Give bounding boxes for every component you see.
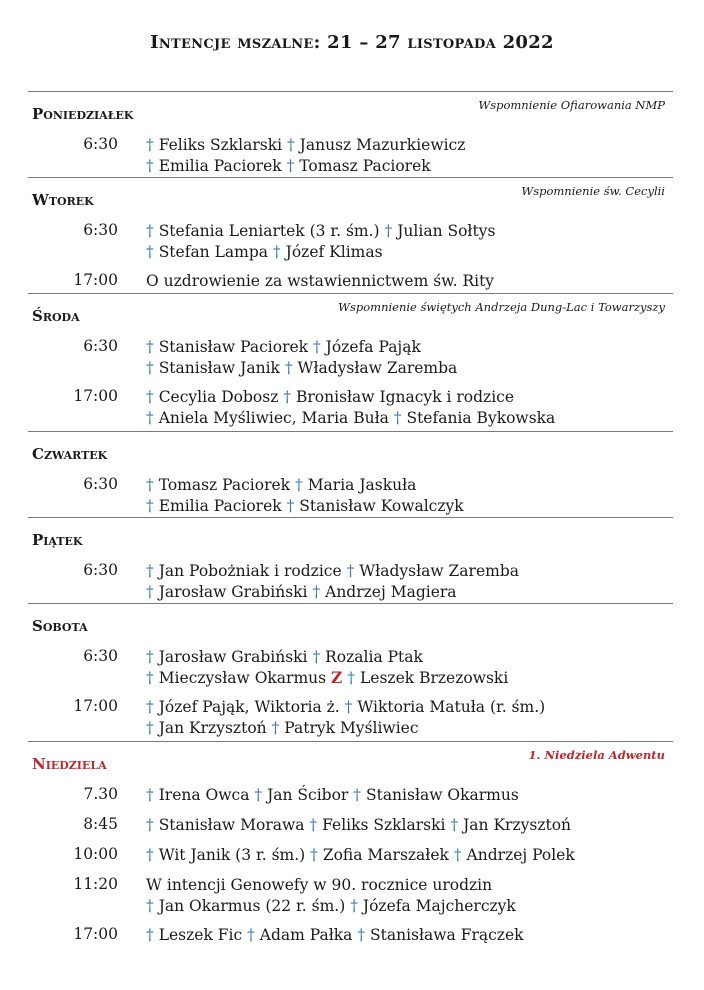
intention-line <box>146 135 465 156</box>
day-section <box>28 741 673 944</box>
mass-intentions <box>146 785 519 806</box>
cross-icon: † <box>286 136 300 154</box>
intention-name: Feliks Szklarski <box>158 136 287 154</box>
day-heading: Niedziela <box>32 755 107 773</box>
cross-icon: † <box>350 896 363 915</box>
intention-name: Stanisław Paciorek <box>158 338 313 356</box>
cross-icon: † <box>272 242 286 261</box>
intention-name: Feliks Szklarski <box>322 816 451 834</box>
intention-line <box>146 925 524 946</box>
intention-name: Leszek Fic <box>158 926 248 944</box>
intention-line <box>146 271 494 292</box>
cross-icon: † <box>146 668 159 687</box>
cross-icon: † <box>295 476 308 494</box>
intention-name: Jan Pobożniak i rodzice <box>158 562 347 580</box>
intention-name: Stefania Leniartek (3 r. śm.) <box>158 222 385 240</box>
mass-intentions <box>146 845 575 866</box>
page-title: Intencje mszalne: 21 – 27 listopada 2022 <box>150 32 554 53</box>
cross-icon: † <box>146 222 159 240</box>
mass-time: 6:30 <box>83 561 118 579</box>
intention-name: Wit Janik (3 r. śm.) <box>158 846 311 864</box>
cross-icon: † <box>357 926 371 944</box>
intention-line <box>146 156 465 177</box>
intention-name: Stefania Bykowska <box>406 408 556 427</box>
intention-line <box>146 815 571 836</box>
cross-icon: † <box>146 496 159 515</box>
intention-name: Mieczysław Okarmus <box>158 668 332 687</box>
mass-time: 17:00 <box>73 387 118 405</box>
cross-icon: † <box>312 338 326 356</box>
intention-line <box>146 718 545 739</box>
intention-name: Leszek Brzezowski <box>359 668 509 687</box>
intention-name: Józefa Majcherczyk <box>362 896 516 915</box>
intention-name: Wiktoria Matuła (r. śm.) <box>357 698 546 716</box>
intention-name: Stanisława Frączek <box>370 926 524 944</box>
cross-icon: † <box>384 222 398 240</box>
day-section <box>28 603 673 737</box>
intention-line <box>146 337 457 358</box>
cross-icon: † <box>271 718 285 737</box>
cross-icon: † <box>146 242 159 261</box>
cross-icon: † <box>146 338 159 356</box>
cross-icon: † <box>146 388 159 406</box>
cross-icon: † <box>146 846 159 864</box>
mass-time: 17:00 <box>73 697 118 715</box>
mass-time: 6:30 <box>83 337 118 355</box>
cross-icon: † <box>146 786 159 804</box>
cross-icon: † <box>347 668 360 687</box>
intention-name: Emilia Paciorek <box>158 156 287 175</box>
intention-name: Irena Owca <box>158 786 255 804</box>
intention-line <box>146 561 519 582</box>
intention-name: Tomasz Paciorek <box>299 156 431 175</box>
intention-name: Cecylia Dobosz <box>158 388 284 406</box>
mass-intentions <box>146 337 457 378</box>
intention-name: Julian Sołtys <box>397 222 496 240</box>
liturgical-note: 1. Niedziela Adwentu <box>528 748 665 762</box>
intention-line <box>146 387 555 408</box>
day-section <box>28 517 673 601</box>
intention-line <box>146 647 508 668</box>
intention-name: Władysław Zaremba <box>359 562 519 580</box>
mass-intentions <box>146 271 494 292</box>
liturgical-note: Wspomnienie św. Cecylii <box>521 184 665 198</box>
mass-time: 7.30 <box>83 785 118 803</box>
intention-name: Stanisław Okarmus <box>365 786 519 804</box>
mass-time: 6:30 <box>83 647 118 665</box>
mass-time: 6:30 <box>83 221 118 239</box>
mass-intentions <box>146 221 495 262</box>
intention-name: Janusz Mazurkiewicz <box>299 136 466 154</box>
cross-icon: † <box>453 846 467 864</box>
cross-icon: † <box>146 476 159 494</box>
mass-time: 6:30 <box>83 475 118 493</box>
intention-line <box>146 408 555 429</box>
intention-line <box>146 697 545 718</box>
intention-line <box>146 785 519 806</box>
cross-icon: † <box>254 786 268 804</box>
cross-icon: † <box>393 408 407 427</box>
cross-icon: † <box>283 388 296 406</box>
intention-name: Jarosław Grabiński <box>158 648 313 666</box>
cross-icon: † <box>146 408 159 427</box>
intention-line <box>146 668 508 689</box>
intention-name: Józef Pająk, Wiktoria ż. <box>158 698 345 716</box>
mass-time: 6:30 <box>83 135 118 153</box>
cross-icon: † <box>284 358 298 377</box>
intention-name: Stanisław Kowalczyk <box>299 496 464 515</box>
intention-name: Jan Ścibor <box>267 786 354 804</box>
intention-name: Stanisław Janik <box>158 358 285 377</box>
cross-icon: † <box>312 582 326 601</box>
cross-icon: † <box>346 562 360 580</box>
intention-name: Stanisław Morawa <box>158 816 310 834</box>
intention-name: Jan Okarmus (22 r. śm.) <box>158 896 351 915</box>
intention-name: Jarosław Grabiński <box>158 582 313 601</box>
intention-name: Rozalia Ptak <box>325 648 423 666</box>
liturgical-note: Wspomnienie Ofiarowania NMP <box>478 98 665 112</box>
cross-icon: † <box>286 156 300 175</box>
day-heading: Sobota <box>32 617 88 635</box>
day-heading: Poniedziałek <box>32 105 134 123</box>
cross-icon: † <box>146 136 159 154</box>
day-section <box>28 431 673 515</box>
cross-icon: † <box>146 648 159 666</box>
cross-icon: † <box>146 718 159 737</box>
mass-time: 17:00 <box>73 271 118 289</box>
intention-name: Stefan Lampa <box>158 242 273 261</box>
intention-line <box>146 242 495 263</box>
mass-time: 11:20 <box>73 875 118 893</box>
intention-line <box>146 475 464 496</box>
intention-name: Bronisław Ignacyk i rodzice <box>296 388 515 406</box>
intention-name: Jan Krzysztoń <box>463 816 572 834</box>
intention-name: W intencji Genowefy w 90. rocznice urodzin <box>146 876 493 894</box>
intention-name: Józefa Pająk <box>325 338 421 356</box>
intention-name: Maria Jaskuła <box>307 476 417 494</box>
cross-icon: † <box>247 926 260 944</box>
intention-line <box>146 496 464 517</box>
mass-intentions <box>146 647 508 688</box>
cross-icon: † <box>309 816 323 834</box>
intention-name: Aniela Myśliwiec, Maria Buła <box>158 408 394 427</box>
intention-name: Jan Krzysztoń <box>158 718 272 737</box>
cross-icon: † <box>146 926 159 944</box>
intention-name: Zofia Marszałek <box>322 846 454 864</box>
intention-line <box>146 896 516 917</box>
cross-icon: † <box>146 896 159 915</box>
intention-name: Andrzej Polek <box>466 846 575 864</box>
mass-intentions <box>146 875 516 916</box>
intention-name: Józef Klimas <box>285 242 383 261</box>
cross-icon: † <box>310 846 323 864</box>
deceased-mark: Z <box>331 667 343 687</box>
mass-time: 8:45 <box>83 815 118 833</box>
cross-icon: † <box>312 648 326 666</box>
mass-time: 17:00 <box>73 925 118 943</box>
day-heading: Wtorek <box>32 191 94 209</box>
day-section <box>28 91 673 175</box>
cross-icon: † <box>286 496 300 515</box>
day-heading: Czwartek <box>32 445 108 463</box>
cross-icon: † <box>353 786 366 804</box>
intention-name: Władysław Zaremba <box>297 358 458 377</box>
mass-intentions <box>146 815 571 836</box>
intention-line <box>146 582 519 603</box>
intention-name: Adam Pałka <box>259 926 358 944</box>
cross-icon: † <box>146 582 159 601</box>
liturgical-note: Wspomnienie świętych Andrzeja Dung-Lac i Towarzyszy <box>338 300 665 314</box>
mass-time: 10:00 <box>73 845 118 863</box>
cross-icon: † <box>344 698 358 716</box>
day-heading: Piątek <box>32 531 83 549</box>
intention-line <box>146 845 575 866</box>
mass-intentions <box>146 561 519 602</box>
mass-intentions <box>146 475 464 516</box>
intention-line <box>146 358 457 379</box>
mass-intentions <box>146 135 465 176</box>
mass-intentions <box>146 697 545 738</box>
mass-intentions <box>146 925 524 946</box>
day-section <box>28 293 673 427</box>
day-section <box>28 177 673 290</box>
cross-icon: † <box>146 156 159 175</box>
cross-icon: † <box>146 698 159 716</box>
cross-icon: † <box>450 816 464 834</box>
day-heading: Środa <box>32 307 80 325</box>
intention-name: O uzdrowienie za wstawiennictwem św. Rity <box>146 272 495 290</box>
intention-name: Tomasz Paciorek <box>158 476 295 494</box>
cross-icon: † <box>146 358 159 377</box>
intention-line <box>146 221 495 242</box>
intention-name: Andrzej Magiera <box>325 582 457 601</box>
intention-name: Patryk Myśliwiec <box>284 718 419 737</box>
intention-line <box>146 875 516 896</box>
intention-name: Emilia Paciorek <box>158 496 287 515</box>
cross-icon: † <box>146 562 159 580</box>
mass-intentions <box>146 387 555 428</box>
cross-icon: † <box>146 816 159 834</box>
